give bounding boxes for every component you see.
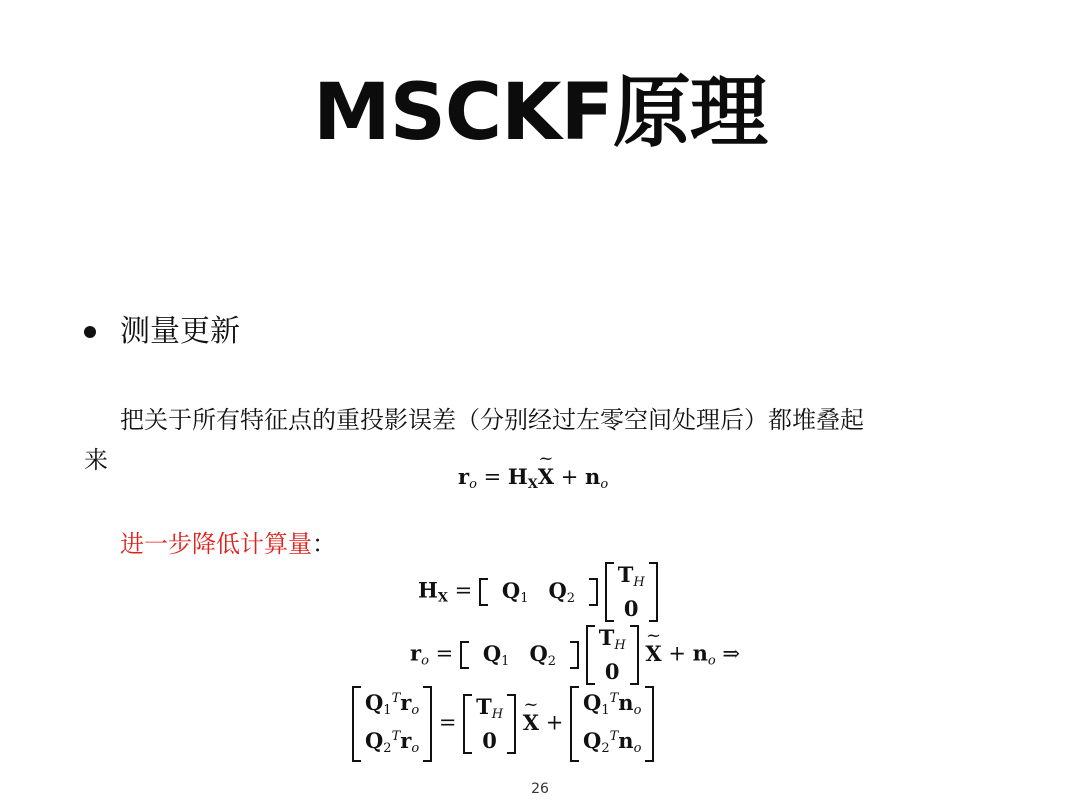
bullet-text: 测量更新 bbox=[120, 314, 240, 349]
page-number: 26 bbox=[531, 781, 549, 797]
note-red-text: 进一步降低计算量 bbox=[120, 530, 312, 558]
bullet-dot-icon bbox=[84, 326, 96, 338]
equation-projected-residual: $Q_1^Tr_o$ $Q_2^Tr_o$ = $T_H$ 0 ~ X + $Q_1^Tn_o$ $Q_2^Tn_o$ bbox=[352, 686, 654, 762]
note-colon: ： bbox=[312, 530, 336, 558]
paragraph-line-1: 把关于所有特征点的重投影误差（分别经过左零空间处理后）都堆叠起 bbox=[120, 406, 864, 434]
equation-stacked-residual: $r_o$ = $H_X\sim$ $X + n_o$ bbox=[458, 464, 608, 492]
slide-title: MSCKF原理 bbox=[313, 68, 767, 158]
paragraph-line-2: 来 bbox=[84, 446, 108, 474]
equation-residual-substituted: $r_o$ = $Q_1$ $Q_2$ $T_H$ 0 ~ $X + n_o$ ⇒ bbox=[410, 625, 740, 685]
bullet-item bbox=[84, 312, 240, 352]
equation-qr-decomposition: $H_X$ = $Q_1$ $Q_2$ $T_H$ 0 bbox=[418, 562, 658, 622]
note-line bbox=[120, 526, 336, 562]
